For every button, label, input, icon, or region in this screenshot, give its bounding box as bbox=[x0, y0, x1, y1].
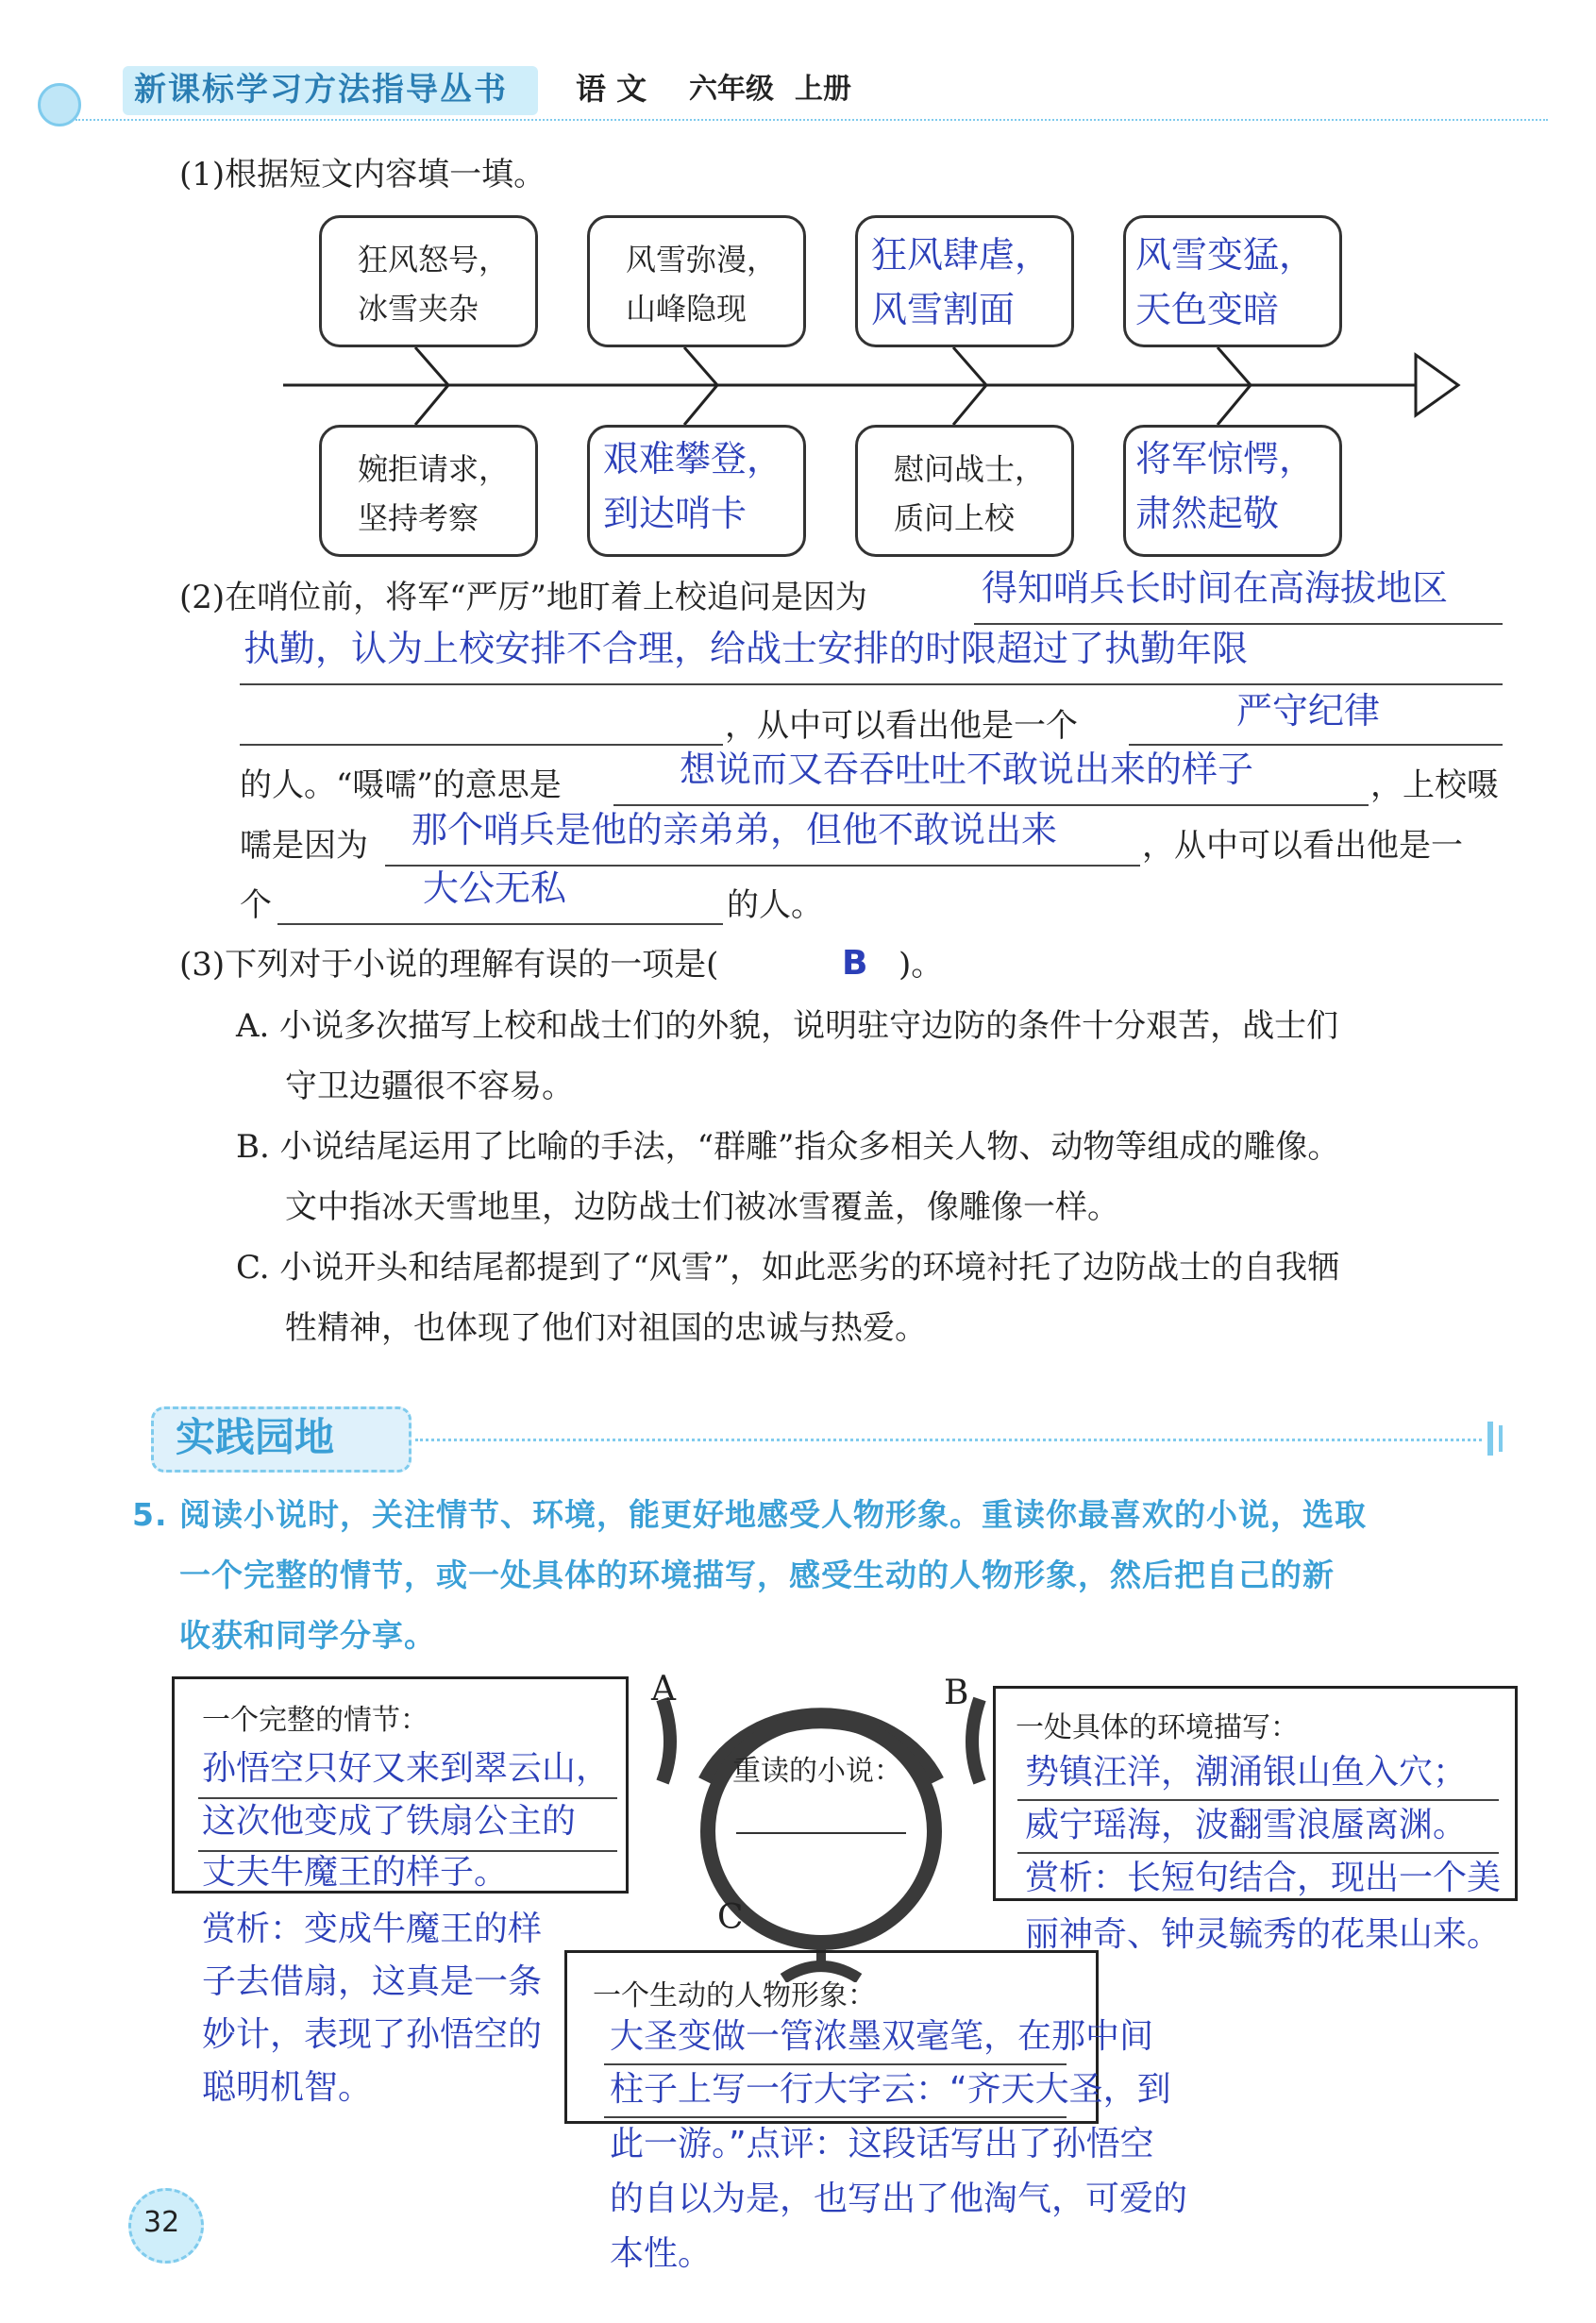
section-end-mark bbox=[1487, 1422, 1493, 1456]
event-box-7-line1: 慰问战士， bbox=[894, 451, 1046, 487]
event-box-4-line1: 风雪变猛， bbox=[1135, 234, 1316, 276]
environment-answer-2: 威宁瑶海，波翻雪浪蜃离渊。 bbox=[1025, 1806, 1468, 1844]
environment-note-2: 丽神奇、钟灵毓秀的花果山来。 bbox=[1025, 1915, 1502, 1954]
event-box-8 bbox=[1123, 425, 1342, 557]
plot-underline-2 bbox=[198, 1850, 617, 1852]
q2-blank-1c bbox=[240, 744, 723, 746]
q3-option-c-2: 牲精神，也体现了他们对祖国的忠诚与热爱。 bbox=[285, 1309, 927, 1347]
q2-lead: (2)在哨位前，将军“严厉”地盯着上校追问是因为 bbox=[179, 579, 867, 616]
diagram-label-c: C bbox=[717, 1898, 744, 1937]
q3-option-a-1: A. 小说多次描写上校和战士们的外貌，说明驻守边防的条件十分艰苦，战士们 bbox=[236, 1007, 1339, 1045]
q2-answer-4: 那个哨兵是他的亲弟弟，但他不敢说出来 bbox=[412, 809, 1058, 850]
environment-underline-1 bbox=[1017, 1799, 1499, 1801]
event-box-1-line1: 狂风怒号， bbox=[358, 242, 510, 278]
diagram-center-label: 重读的小说： bbox=[732, 1755, 902, 1788]
character-answer-5: 本性。 bbox=[610, 2234, 713, 2273]
plot-note-1: 赏析：变成牛魔王的样 bbox=[202, 1910, 543, 1948]
q2-blank-1a bbox=[974, 623, 1503, 625]
header-subject: 语 文 bbox=[576, 71, 647, 107]
environment-answer-1: 势镇汪洋，潮涌银山鱼入穴； bbox=[1025, 1753, 1468, 1792]
event-box-7-line2: 质问上校 bbox=[894, 500, 1016, 536]
plot-answer-2: 这次他变成了铁扇公主的 bbox=[202, 1802, 577, 1841]
event-box-1-line2: 冰雪夹杂 bbox=[358, 291, 479, 327]
event-box-1 bbox=[319, 215, 538, 347]
environment-note-1: 赏析：长短句结合，现出一个美 bbox=[1025, 1859, 1502, 1897]
q2-mid-1: ，从中可以看出他是一个 bbox=[725, 707, 1078, 745]
q2-answer-5: 大公无私 bbox=[423, 867, 567, 909]
q2-mid-2: 的人。“嗫嚅”的意思是 bbox=[240, 766, 562, 804]
plot-note-2: 子去借扇，这真是一条 bbox=[202, 1962, 543, 2001]
header-volume: 上册 bbox=[795, 73, 851, 106]
event-box-3-line1: 狂风肆虐， bbox=[871, 234, 1051, 276]
q5-line-3: 收获和同学分享。 bbox=[179, 1617, 436, 1654]
event-box-6-line1: 艰难攀登， bbox=[603, 438, 783, 480]
character-answer-2: 柱子上写一行大字云：“齐天大圣，到 bbox=[610, 2070, 1171, 2109]
q1-prompt: (1)根据短文内容填一填。 bbox=[179, 156, 546, 194]
event-box-4 bbox=[1123, 215, 1342, 347]
event-box-3 bbox=[855, 215, 1074, 347]
character-answer-3: 此一游。”点评：这段话写出了孙悟空 bbox=[610, 2125, 1154, 2163]
plot-box-title: 一个完整的情节： bbox=[202, 1704, 428, 1737]
character-box-title: 一个生动的人物形象： bbox=[593, 1979, 876, 2012]
q2-blank-3 bbox=[613, 804, 1369, 806]
event-box-5 bbox=[319, 425, 538, 557]
q2-answer-2: 严守纪律 bbox=[1236, 690, 1381, 732]
page-number: 32 bbox=[143, 2206, 180, 2239]
header-series: 新课标学习方法指导丛书 bbox=[134, 71, 508, 109]
section-header bbox=[132, 1403, 1510, 1473]
plot-note-3: 妙计，表现了孙悟空的 bbox=[202, 2015, 543, 2054]
event-box-8-line1: 将军惊愕， bbox=[1135, 438, 1316, 480]
event-box-3-line2: 风雪割面 bbox=[871, 289, 1016, 330]
header-grade: 六年级 bbox=[689, 73, 774, 106]
q3-close: )。 bbox=[899, 946, 944, 984]
event-box-2 bbox=[587, 215, 806, 347]
q5-line-2: 一个完整的情节，或一处具体的环境描写，感受生动的人物形象，然后把自己的新 bbox=[179, 1557, 1335, 1593]
q2-mid-5: ，从中可以看出他是一 bbox=[1142, 827, 1463, 865]
plot-note-4: 聪明机智。 bbox=[202, 2068, 373, 2107]
q5-line-1: 5. 阅读小说时，关注情节、环境，能更好地感受人物形象。重读你最喜欢的小说，选取 bbox=[132, 1496, 1367, 1533]
q3-lead: (3)下列对于小说的理解有误的一项是( bbox=[179, 946, 719, 984]
event-box-5-line2: 坚持考察 bbox=[358, 500, 479, 536]
character-answer-1: 大圣变做一管浓墨双毫笔，在那中间 bbox=[610, 2017, 1154, 2056]
character-underline-2 bbox=[604, 2116, 1067, 2118]
event-box-6-line2: 到达哨卡 bbox=[603, 493, 748, 534]
q3-option-b-1: B. 小说结尾运用了比喻的手法，“群雕”指众多相关人物、动物等组成的雕像。 bbox=[236, 1128, 1340, 1166]
q3-option-c-1: C. 小说开头和结尾都提到了“风雪”，如此恶劣的环境衬托了边防战士的自我牺 bbox=[236, 1249, 1340, 1287]
character-underline-1 bbox=[604, 2063, 1067, 2065]
event-box-4-line2: 天色变暗 bbox=[1135, 289, 1280, 330]
character-answer-4: 的自以为是，也写出了他淘气，可爱的 bbox=[610, 2180, 1188, 2218]
q2-blank-2 bbox=[1129, 744, 1503, 746]
environment-box-title: 一处具体的环境描写： bbox=[1016, 1711, 1299, 1744]
q2-blank-5 bbox=[277, 923, 723, 925]
diagram-label-b: B bbox=[944, 1674, 969, 1712]
section-end-mark-2 bbox=[1499, 1425, 1503, 1452]
plot-underline-1 bbox=[198, 1797, 617, 1799]
q2-mid-3: ，上校嗫 bbox=[1370, 766, 1499, 804]
q2-end: 的人。 bbox=[727, 886, 823, 924]
section-dotted-line bbox=[415, 1439, 1482, 1441]
diagram-label-a: A bbox=[651, 1670, 676, 1709]
plot-answer-3: 丈夫牛魔王的样子。 bbox=[202, 1853, 509, 1892]
event-box-5-line1: 婉拒请求， bbox=[358, 451, 510, 487]
plot-answer-1: 孙悟空只好又来到翠云山， bbox=[202, 1749, 611, 1788]
event-box-7 bbox=[855, 425, 1074, 557]
q2-answer-1a: 得知哨兵长时间在高海拔地区 bbox=[982, 567, 1449, 609]
reading-ring-diagram bbox=[642, 1671, 1000, 1982]
q3-option-b-2: 文中指冰天雪地里，边防战士们被冰雪覆盖，像雕像一样。 bbox=[285, 1188, 1119, 1226]
event-box-2-line1: 风雪弥漫， bbox=[626, 242, 778, 278]
q2-answer-1b: 执勤，认为上校安排不合理，给战士安排的时限超过了执勤年限 bbox=[244, 628, 1249, 669]
environment-underline-2 bbox=[1017, 1852, 1499, 1854]
q2-mid-6: 个 bbox=[240, 886, 272, 924]
q3-answer: B bbox=[842, 944, 868, 983]
q2-answer-3: 想说而又吞吞吐吐不敢说出来的样子 bbox=[680, 749, 1254, 790]
event-box-2-line2: 山峰隐现 bbox=[626, 291, 748, 327]
q3-option-a-2: 守卫边疆很不容易。 bbox=[285, 1068, 574, 1105]
event-box-8-line2: 肃然起敬 bbox=[1135, 493, 1280, 534]
q2-blank-1b bbox=[240, 683, 1503, 685]
q2-blank-4 bbox=[385, 865, 1140, 867]
q2-mid-4: 嚅是因为 bbox=[240, 827, 368, 865]
section-title: 实践园地 bbox=[176, 1414, 335, 1460]
event-box-6 bbox=[587, 425, 806, 557]
